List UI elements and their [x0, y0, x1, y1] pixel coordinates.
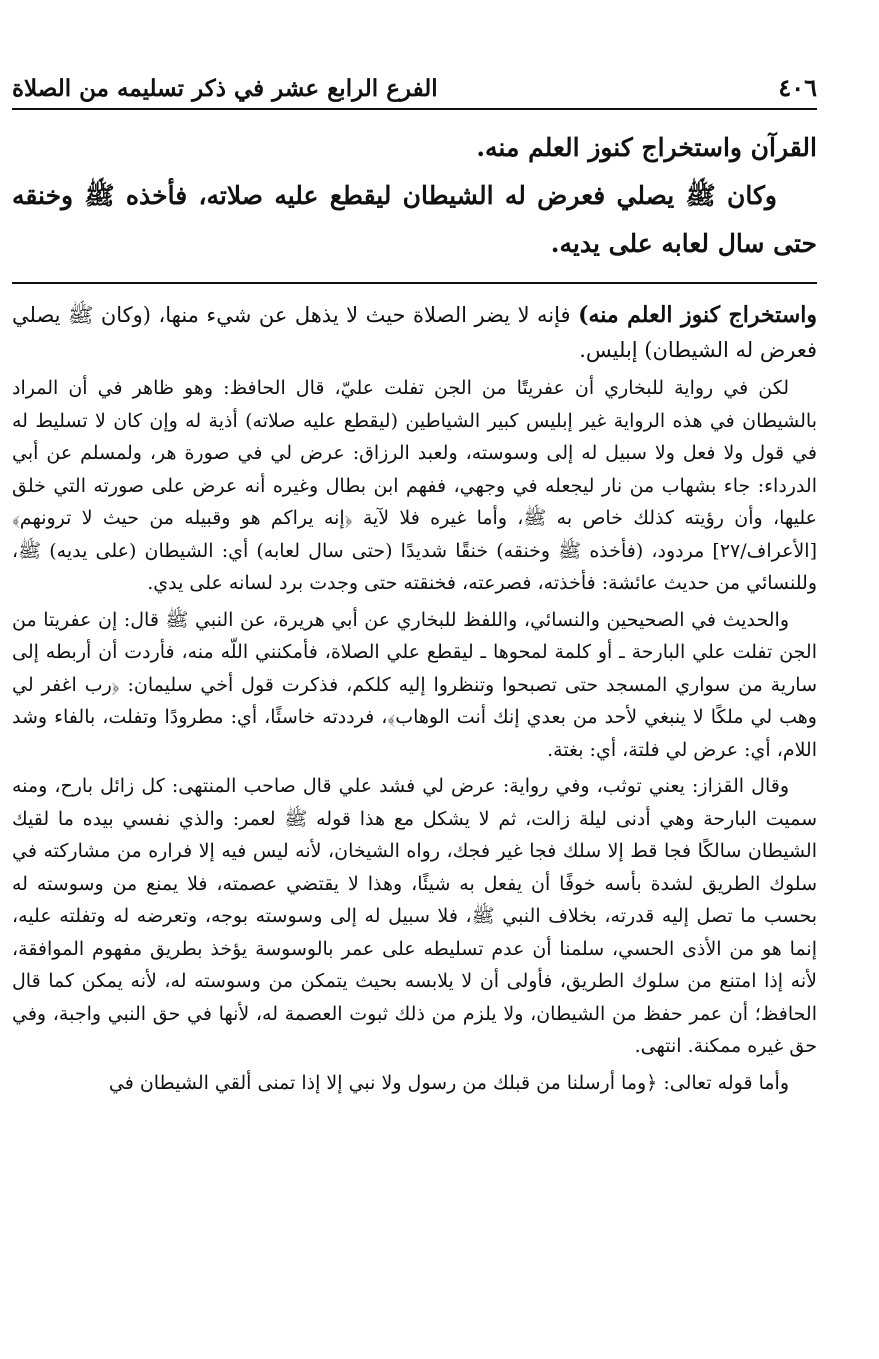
- main-text-paragraph: وكان ﷺ يصلي فعرض له الشيطان ليقطع عليه صلاته، فأخذه ﷺ وخنقه حتى سال لعابه على يديه.: [12, 181, 817, 258]
- page-number: ٤٠٦: [778, 73, 817, 102]
- commentary-paragraph: وقال القزاز: يعني توثب، وفي رواية: عرض لي فشد علي قال صاحب المنتهى: كل زائل بارح، ومنه سميت البارحة وهي أدنى ليلة زالت، ثم لا يشكل مع هذا قوله ﷺ لعمر: والذي نفسي بيده ما لقيك الشيطان سالكًا فجا قط إلا سلك فجا غير فجك، رواه الشيخان، لأنه ليس فيه إلا فراره من مشاركته في سلوك الطريق لشدة بأسه خوفًا أن يفعل به شيئًا، وهذا لا يقتضي عصمته، فلا يمنع من وسوسته له بحسب ما تصل إليه قدرته، بخلاف النبي ﷺ، فلا سبيل له إلى وسوسته بوجه، وتعرضه له وتفلته عليه، إنما هو من الأذى الحسي، سلمنا أن عدم تسليطه على عمر بالوسوسة يؤخذ بطريق مفهوم الموافقة، لأنه إذا امتنع من سلوك الطريق، فأولى أن لا يلابسه بحيث يتمكن من وسوسته له، لأنه يمكن كما قال الحافظ؛ أن عمر حفظ من الشيطان، ولا يلزم من ذلك ثبوت العصمة له، لأنها في حق النبي واجبة، وفي حق غيره ممكنة. انتهى.: [12, 775, 817, 1057]
- commentary-paragraph: والحديث في الصحيحين والنسائي، واللفظ للبخاري عن أبي هريرة، عن النبي ﷺ قال: إن عفريتا من الجن تفلت علي البارحة ـ أو كلمة لمحوها ـ ليقطع علي الصلاة، فأمكنني اللّه منه، فأردت أن أربطه إلى سارية من سواري المسجد حتى تصبحوا وتنظروا إليه كلكم، فذكرت قول أخي سليمان: ﴿رب اغفر لي وهب لي ملكًا لا ينبغي لأحد من بعدي إنك أنت الوهاب﴾، فرددته خاسئًا، أي: مطرودًا وتفلت، بالفاء وشد اللام، أي: عرض لي فلتة، أي: بغتة.: [12, 608, 817, 761]
- commentary-lead: واستخراج كنوز العلم منه): [578, 302, 817, 328]
- main-text-line: القرآن واستخراج كنوز العلم منه.: [476, 133, 817, 162]
- commentary-text: فإنه لا يضر الصلاة حيث لا يذهل عن شيء منها، (وكان ﷺ يصلي فعرض له الشيطان) إبليس.: [12, 303, 817, 362]
- commentary-paragraph: [12, 298, 817, 368]
- commentary-paragraph: لكن في رواية للبخاري أن عفريتًا من الجن تفلت عليّ، قال الحافظ: وهو ظاهر في أن المراد بالشيطان في هذه الرواية غير إبليس كبير الشياطين (ليقطع عليه صلاته) أذية له وإن كان لا تسليط له في قول ولا فعل ولا سبيل له إلى وسوسته، ولعبد الرزاق: عرض لي في صورة هر، ولمسلم عن أبي الدرداء: جاء بشهاب من نار ليجعله في وجهي، ففهم ابن بطال وغيره أنه عرض على صورته التي خلق عليها، وأن رؤيته كذلك خاص به ﷺ، وأما غيره فلا لآية ﴿إنه يراكم هو وقبيله من حيث لا ترونهم﴾ [الأعراف/٢٧] مردود، (فأخذه ﷺ وخنقه) خنقًا شديدًا (حتى سال لعابه) أي: الشيطان (على يديه) ﷺ، وللنسائي من حديث عائشة: فأخذته، فصرعته، فخنقته حتى وجدت برد لسانه على يدي.: [12, 377, 817, 594]
- commentary-paragraph: وأما قوله تعالى: ﴿وما أرسلنا من قبلك من رسول ولا نبي إلا إذا تمنى ألقي الشيطان في: [108, 1071, 789, 1094]
- section-divider: [12, 282, 817, 284]
- commentary: [12, 298, 817, 1099]
- page-header: [12, 62, 817, 110]
- main-text: [12, 124, 817, 268]
- running-title: الفرع الرابع عشر في ذكر تسليمه من الصلاة: [12, 75, 438, 102]
